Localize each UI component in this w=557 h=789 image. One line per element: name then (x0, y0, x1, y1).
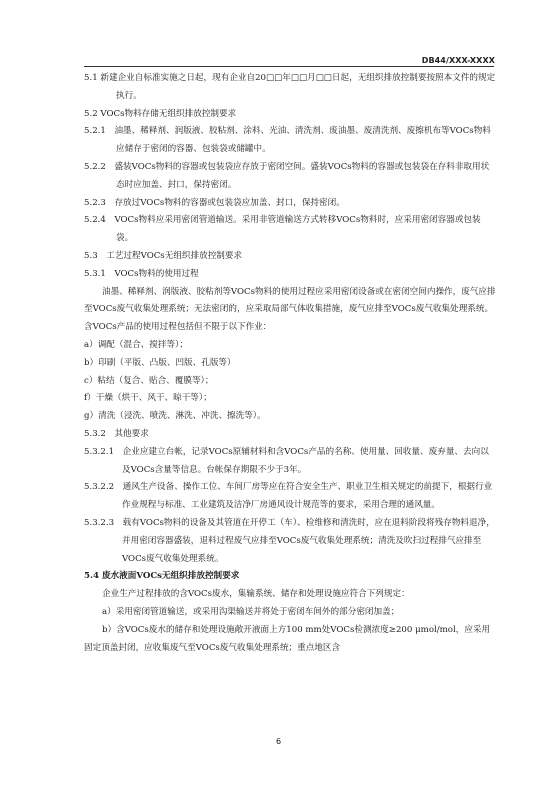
paragraph: 5.3.2.2 通风生产设备、操作工位、车间厂房等应在符合安全生产、职业卫生相关规定的前提下，根据行业作业规程与标准、工业建筑及洁净厂房通风设计规范等的要求，采用合理的通风量。 (84, 482, 493, 511)
paragraph: 5.2.4 VOCs物料应采用密闭管道输送。采用非管道输送方式转移VOCs物料时，应采用密闭容器或包装袋。 (84, 215, 481, 244)
paragraph: g）清洗（浸洗、喷洗、淋洗、冲洗、擦洗等）。 (84, 411, 266, 422)
page-number: 6 (275, 737, 282, 746)
paragraph: 5.2.3 存放过VOCs物料的容器或包装袋应加盖、封口，保持密闭。 (84, 197, 345, 208)
paragraph: 5.3.1 VOCs物料的使用过程 (84, 268, 199, 279)
paragraph: 5.2 VOCs物料存储无组织排放控制要求 (84, 108, 237, 119)
paragraph: f）干燥（烘干、风干、晾干等）； (84, 393, 212, 404)
paragraph: 5.3.2.3 载有VOCs物料的设备及其管道在开停工（车）、检维修和清洗时，应在退料阶段将残存物料退净，并用密闭容器盛装，退料过程废气应排至VOCs废气收集处理系统；清洗及吹扫过程排气应排至VOCs废气收集处理系统。 (84, 517, 495, 564)
paragraph: 油墨、稀释剂、润版液、胶粘剂等VOCs物料的使用过程应采用密闭设备或在密闭空间内操作，废气应排至VOCs废气收集处理系统；无法密闭的，应采取局部气体收集措施，废气应排至VOCs废气收集处理系统。含VOCs产品的使用过程包括但不限于以下作业： (84, 286, 496, 333)
paragraph: a）调配（混合、搅拌等）； (84, 339, 188, 350)
paragraph: b）含VOCs废水的储存和处理设施敞开液面上方100 mm处VOCs检测浓度≥200 μmol/mol，应采用固定顶盖封闭，应收集废气至VOCs废气收集处理系统；重点地区含 (84, 624, 491, 653)
paragraph: 企业生产过程排放的含VOCs废水，集输系统、储存和处理设施应符合下列规定： (102, 589, 410, 600)
paragraph: 5.3 工艺过程VOCs无组织排放控制要求 (84, 250, 243, 261)
page-header-code: DB44/XXX-XXXX (421, 56, 495, 65)
paragraph: 5.4 废水液面VOCs无组织排放控制要求 (84, 571, 240, 582)
paragraph: 5.2.2 盛装VOCs物料的容器或包装袋应存放于密闭空间。盛装VOCs物料的容器或包装袋在存料非取用状态时应加盖、封口，保持密闭。 (84, 161, 490, 190)
header-rule (84, 66, 494, 67)
paragraph: c）粘结（复合、贴合、覆膜等）； (84, 375, 214, 386)
paragraph: 5.3.2 其他要求 (84, 428, 149, 439)
paragraph: b）印刷（平版、凸版、凹版、孔版等） (84, 357, 236, 368)
paragraph: a）采用密闭管道输送，或采用沟渠输送并将处于密闭车间外的部分密闭加盖； (102, 606, 400, 617)
paragraph: 5.2.1 油墨、稀释剂、润版液、胶粘剂、涂料、光油、清洗剂、废油墨、废清洗剂、废擦机布等VOCs物料应储存于密闭的容器、包装袋或储罐中。 (84, 126, 491, 155)
paragraph: 5.3.2.1 企业应建立台帐，记录VOCs原辅材料和含VOCs产品的名称、使用量、回收量、废弃量、去向以及VOCs含量等信息。台帐保存期限不少于3年。 (84, 446, 489, 475)
document-body (84, 70, 496, 657)
paragraph: 5.1 新建企业自标准实施之日起，现有企业自20□□年□□月□□日起，无组织排放控制要按照本文件的规定执行。 (84, 73, 496, 101)
